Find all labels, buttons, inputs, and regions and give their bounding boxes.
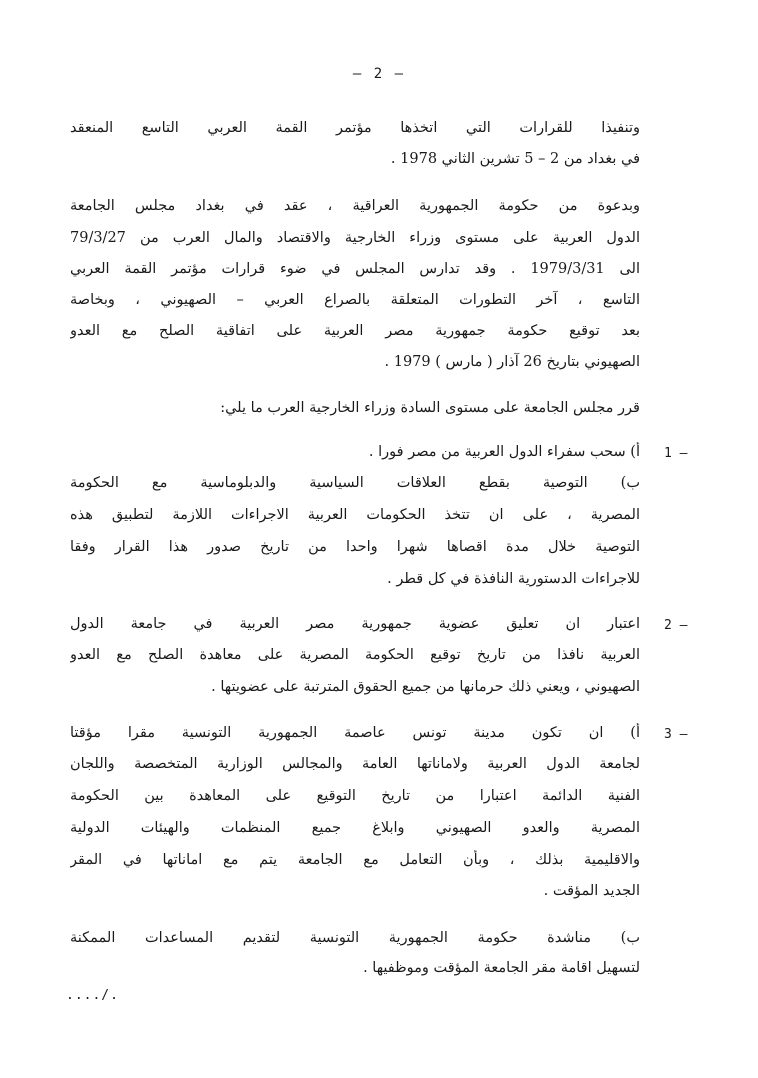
item-3-a-line-6: الجديد المؤقت . bbox=[543, 883, 640, 899]
item-1-a: أ) سحب سفراء الدول العربية من مصر فورا . bbox=[368, 444, 640, 460]
context-line-4: التاسع ، آخر التطورات المتعلقة بالصراع العربي – الصهيوني ، وبخاصة bbox=[70, 292, 640, 308]
item-2-line-3: الصهيوني ، ويعني ذلك حرمانها من جميع الحقوق المترتبة على عضويتها . bbox=[211, 679, 640, 695]
item-3-a-line-2: لجامعة الدول العربية ولاماناتها العامة والمجالس الوزارية المتخصصة واللجان bbox=[70, 756, 640, 772]
item-1-b-line-3: التوصية خلال مدة اقصاها شهرا واحدا من تاريخ صدور هذا القرار وفقا bbox=[70, 539, 640, 555]
context-line-5: بعد توقيع حكومة جمهورية مصر العربية على اتفاقية الصلح مع العدو bbox=[70, 323, 640, 339]
item-2-line-1: اعتبار ان تعليق عضوية جمهورية مصر العربية في جامعة الدول bbox=[70, 616, 640, 632]
context-line-6: الصهيوني بتاريخ 26 آذار ( مارس ) 1979 . bbox=[384, 354, 640, 370]
item-3-b-line-1: ب) مناشدة حكومة الجمهورية التونسية لتقديم المساعدات الممكنة bbox=[70, 930, 640, 946]
continuation-mark: ..../. bbox=[66, 988, 119, 1003]
item-2-number: 2 – bbox=[664, 618, 688, 633]
item-1-b-line-2: المصرية ، على ان تتخذ الحكومات العربية الاجراءات اللازمة لتطبيق هذه bbox=[70, 507, 640, 523]
context-line-2: الدول العربية على مستوى وزراء الخارجية والاقتصاد والمال العرب من 79/3/27 bbox=[70, 230, 640, 246]
page-number: – 2 – bbox=[352, 66, 406, 82]
item-1-b-line-4: للاجراءات الدستورية النافذة في كل قطر . bbox=[387, 571, 640, 587]
item-3-b-line-2: لتسهيل اقامة مقر الجامعة المؤقت وموظفيها . bbox=[363, 960, 640, 976]
item-3-a-line-1: أ) ان تكون مدينة تونس عاصمة الجمهورية التونسية مقرا مؤقتا bbox=[70, 725, 640, 741]
decision-intro: قرر مجلس الجامعة على مستوى السادة وزراء الخارجية العرب ما يلي: bbox=[220, 400, 640, 416]
intro-line-1: وتنفيذا للقرارات التي اتخذها مؤتمر القمة العربي التاسع المنعقد bbox=[70, 120, 640, 136]
item-2-line-2: العربية نافذا من تاريخ توقيع الحكومة المصرية على معاهدة الصلح مع العدو bbox=[70, 647, 640, 663]
item-3-a-line-5: والاقليمية بذلك ، وبأن التعامل مع الجامعة يتم مع اماناتها في المقر bbox=[70, 852, 640, 868]
item-3-number: 3 – bbox=[664, 727, 688, 742]
context-line-3: الى 1979/3/31 . وقد تدارس المجلس في ضوء قرارات مؤتمر القمة العربي bbox=[70, 261, 640, 277]
intro-line-2: في بغداد من 2 – 5 تشرين الثاني 1978 . bbox=[390, 151, 640, 167]
item-3-a-line-3: الفنية الدائمة اعتبارا من تاريخ التوقيع على المعاهدة بين الحكومة bbox=[70, 788, 640, 804]
context-line-1: وبدعوة من حكومة الجمهورية العراقية ، عقد في بغداد مجلس الجامعة bbox=[70, 198, 640, 214]
item-3-a-line-4: المصرية والعدو الصهيوني وابلاغ جميع المنظمات والهيئات الدولية bbox=[70, 820, 640, 836]
item-1-b-line-1: ب) التوصية بقطع العلاقات السياسية والدبلوماسية مع الحكومة bbox=[70, 475, 640, 491]
item-1-number: 1 – bbox=[664, 446, 688, 461]
